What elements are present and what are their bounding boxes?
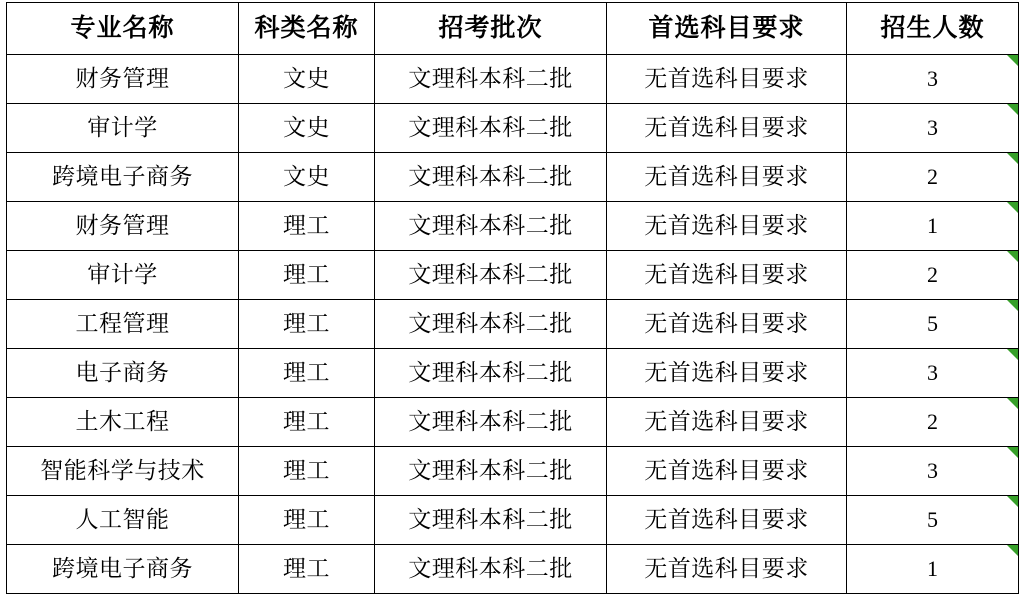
table-row (7, 202, 1019, 251)
column-header-subject-category: 科类名称 (239, 3, 375, 55)
enrollment-count-value: 1 (927, 556, 938, 581)
cell-primary-subject-requirement: 无首选科目要求 (607, 300, 847, 349)
cell-subject-category: 理工 (239, 300, 375, 349)
table-row (7, 496, 1019, 545)
cell-primary-subject-requirement: 无首选科目要求 (607, 153, 847, 202)
document-page (0, 2, 1024, 588)
enrollment-count-value: 3 (927, 458, 938, 483)
cell-enrollment-count (847, 496, 1019, 545)
corner-marker-icon (1007, 349, 1018, 360)
cell-subject-category: 理工 (239, 398, 375, 447)
cell-enrollment-count (847, 300, 1019, 349)
corner-marker-icon (1007, 447, 1018, 458)
cell-enrollment-count (847, 545, 1019, 594)
column-header-primary-subject-requirement: 首选科目要求 (607, 3, 847, 55)
cell-admission-batch: 文理科本科二批 (375, 349, 607, 398)
cell-primary-subject-requirement: 无首选科目要求 (607, 251, 847, 300)
cell-enrollment-count (847, 349, 1019, 398)
corner-marker-icon (1007, 104, 1018, 115)
admissions-plan-table (6, 2, 1019, 594)
cell-primary-subject-requirement: 无首选科目要求 (607, 104, 847, 153)
cell-subject-category: 文史 (239, 55, 375, 104)
enrollment-count-value: 2 (927, 409, 938, 434)
cell-primary-subject-requirement: 无首选科目要求 (607, 349, 847, 398)
cell-major-name: 财务管理 (7, 202, 239, 251)
cell-primary-subject-requirement: 无首选科目要求 (607, 496, 847, 545)
cell-major-name: 智能科学与技术 (7, 447, 239, 496)
cell-subject-category: 文史 (239, 153, 375, 202)
cell-admission-batch: 文理科本科二批 (375, 447, 607, 496)
cell-subject-category: 理工 (239, 251, 375, 300)
table-row (7, 349, 1019, 398)
cell-primary-subject-requirement: 无首选科目要求 (607, 202, 847, 251)
table-row (7, 251, 1019, 300)
corner-marker-icon (1007, 545, 1018, 556)
cell-major-name: 审计学 (7, 104, 239, 153)
cell-enrollment-count (847, 251, 1019, 300)
corner-marker-icon (1007, 300, 1018, 311)
cell-admission-batch: 文理科本科二批 (375, 202, 607, 251)
column-header-admission-batch: 招考批次 (375, 3, 607, 55)
table-row (7, 104, 1019, 153)
column-header-enrollment-count: 招生人数 (847, 3, 1019, 55)
cell-admission-batch: 文理科本科二批 (375, 153, 607, 202)
enrollment-count-value: 3 (927, 66, 938, 91)
cell-enrollment-count (847, 153, 1019, 202)
table-row (7, 545, 1019, 594)
corner-marker-icon (1007, 202, 1018, 213)
cell-enrollment-count (847, 55, 1019, 104)
cell-enrollment-count (847, 202, 1019, 251)
cell-major-name: 电子商务 (7, 349, 239, 398)
corner-marker-icon (1007, 55, 1018, 66)
table-header-row (7, 3, 1019, 55)
cell-admission-batch: 文理科本科二批 (375, 545, 607, 594)
corner-marker-icon (1007, 153, 1018, 164)
cell-major-name: 跨境电子商务 (7, 545, 239, 594)
corner-marker-icon (1007, 398, 1018, 409)
table-header (7, 3, 1019, 55)
column-header-major-name: 专业名称 (7, 3, 239, 55)
cell-enrollment-count (847, 398, 1019, 447)
cell-subject-category: 理工 (239, 447, 375, 496)
cell-admission-batch: 文理科本科二批 (375, 496, 607, 545)
table-row (7, 447, 1019, 496)
corner-marker-icon (1007, 251, 1018, 262)
corner-marker-icon (1007, 496, 1018, 507)
cell-major-name: 工程管理 (7, 300, 239, 349)
cell-subject-category: 理工 (239, 496, 375, 545)
cell-admission-batch: 文理科本科二批 (375, 104, 607, 153)
table-body (7, 55, 1019, 594)
cell-subject-category: 文史 (239, 104, 375, 153)
cell-major-name: 人工智能 (7, 496, 239, 545)
cell-major-name: 土木工程 (7, 398, 239, 447)
cell-admission-batch: 文理科本科二批 (375, 251, 607, 300)
table-row (7, 55, 1019, 104)
cell-subject-category: 理工 (239, 545, 375, 594)
cell-major-name: 财务管理 (7, 55, 239, 104)
cell-admission-batch: 文理科本科二批 (375, 398, 607, 447)
cell-primary-subject-requirement: 无首选科目要求 (607, 398, 847, 447)
table-row (7, 398, 1019, 447)
cell-enrollment-count (847, 447, 1019, 496)
cell-major-name: 跨境电子商务 (7, 153, 239, 202)
cell-major-name: 审计学 (7, 251, 239, 300)
enrollment-count-value: 2 (927, 164, 938, 189)
enrollment-count-value: 5 (927, 507, 938, 532)
cell-subject-category: 理工 (239, 349, 375, 398)
table-row (7, 300, 1019, 349)
cell-enrollment-count (847, 104, 1019, 153)
enrollment-count-value: 2 (927, 262, 938, 287)
enrollment-count-value: 3 (927, 360, 938, 385)
cell-subject-category: 理工 (239, 202, 375, 251)
enrollment-count-value: 5 (927, 311, 938, 336)
enrollment-count-value: 1 (927, 213, 938, 238)
enrollment-count-value: 3 (927, 115, 938, 140)
cell-primary-subject-requirement: 无首选科目要求 (607, 55, 847, 104)
cell-primary-subject-requirement: 无首选科目要求 (607, 545, 847, 594)
cell-primary-subject-requirement: 无首选科目要求 (607, 447, 847, 496)
cell-admission-batch: 文理科本科二批 (375, 300, 607, 349)
cell-admission-batch: 文理科本科二批 (375, 55, 607, 104)
table-row (7, 153, 1019, 202)
